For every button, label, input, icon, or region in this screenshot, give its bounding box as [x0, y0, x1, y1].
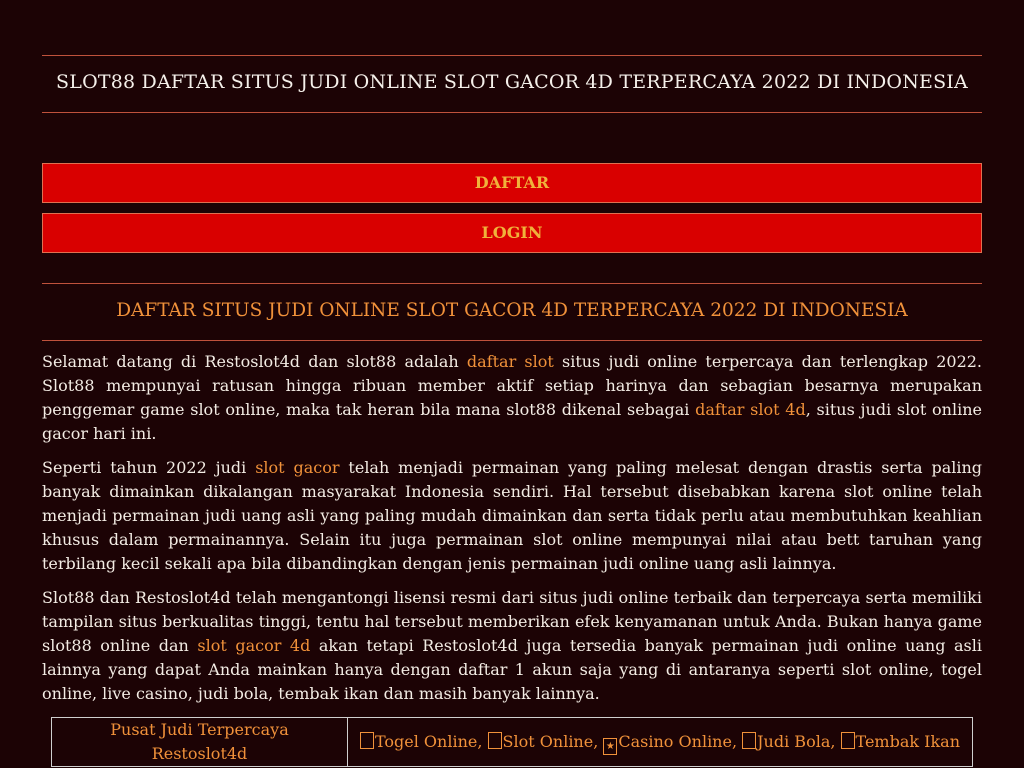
lottery-icon [360, 732, 374, 749]
p3-text-1: Slot88 dan Restoslot4d telah mengantongi lisensi resmi dari situs judi online terbaik dan terpercaya serta memiliki tampilan situs berkualitas tinggi, tentu hal tersebut memberikan efek kenyamanan untuk Anda. Bukan hanya game slot88 online dan [42, 588, 982, 655]
casino-icon: ★ [603, 738, 617, 755]
page-title: SLOT88 DAFTAR SITUS JUDI ONLINE SLOT GACOR 4D TERPERCAYA 2022 DI INDONESIA [56, 71, 968, 93]
p2-text-2: telah menjadi permainan yang paling melesat dengan drastis serta paling banyak dimainkan dikalangan masyarakat Indonesia sendiri. Hal tersebut disebabkan karena slot online telah menjadi permainan judi uang asli yang paling mudah dimainkan dan serta tidak perlu atau membutuhkan keahlian khusus dalam permainannya. Selain itu juga permainan slot online mempunyai nilai atau bett taruhan yang terbilang kecil sekali apa bila dibandingkan dengan jenis permainan judi online uang asli lainnya. [42, 458, 983, 573]
link-daftar-slot-4d[interactable]: daftar slot 4d [695, 400, 806, 419]
p3-text-2: akan tetapi Restoslot4d juga tersedia banyak permainan judi online uang asli lainnya yang dapat Anda mainkan hanya dengan daftar 1 akun saja yang di antaranya seperti slot online, togel online, live casino, judi bola, tembak ikan dan masih banyak lainnya. [42, 636, 982, 703]
paragraph-slot-gacor [42, 456, 982, 576]
fish-icon [841, 732, 855, 749]
daftar-button[interactable]: DAFTAR [42, 163, 982, 203]
game-casino: Casino Online, [618, 731, 738, 751]
article-heading: DAFTAR SITUS JUDI ONLINE SLOT GACOR 4D TERPERCAYA 2022 DI INDONESIA [116, 300, 908, 321]
heading-top-divider [42, 283, 982, 284]
top-divider [42, 55, 982, 56]
title-divider [42, 112, 982, 113]
soccer-icon [742, 732, 756, 749]
link-slot-gacor-4d[interactable]: slot gacor 4d [197, 636, 311, 655]
link-daftar-slot[interactable]: daftar slot [466, 352, 554, 371]
p1-text-2: situs judi online terpercaya dan terlengkap 2022. Slot88 mempunyai ratusan hingga ribuan member aktif setiap harinya dan sebagian besarnya merupakan penggemar game slot online, maka tak heran bila mana slot88 dikenal sebagai [42, 352, 983, 419]
table-row [52, 718, 973, 767]
game-tembak-ikan: Tembak Ikan [855, 731, 961, 751]
p2-text-1: Seperti tahun 2022 judi [42, 458, 256, 477]
paragraph-license [42, 586, 982, 706]
game-togel: Togel Online, [374, 731, 483, 751]
game-slot: Slot Online, [502, 731, 599, 751]
table-games-cell [348, 718, 973, 767]
p1-text-1: Selamat datang di Restoslot4d dan slot88 adalah [42, 352, 467, 371]
login-button[interactable]: LOGIN [42, 213, 982, 253]
heading-bottom-divider [42, 340, 982, 341]
table-label-cell: Pusat Judi Terpercaya Restoslot4d [52, 718, 348, 767]
paragraph-intro [42, 350, 982, 446]
slot-icon [488, 732, 502, 749]
info-table [51, 717, 973, 767]
p1-text-3: , situs judi slot online gacor hari ini. [42, 400, 982, 443]
link-slot-gacor[interactable]: slot gacor [255, 458, 340, 477]
game-bola: Judi Bola, [757, 731, 836, 751]
